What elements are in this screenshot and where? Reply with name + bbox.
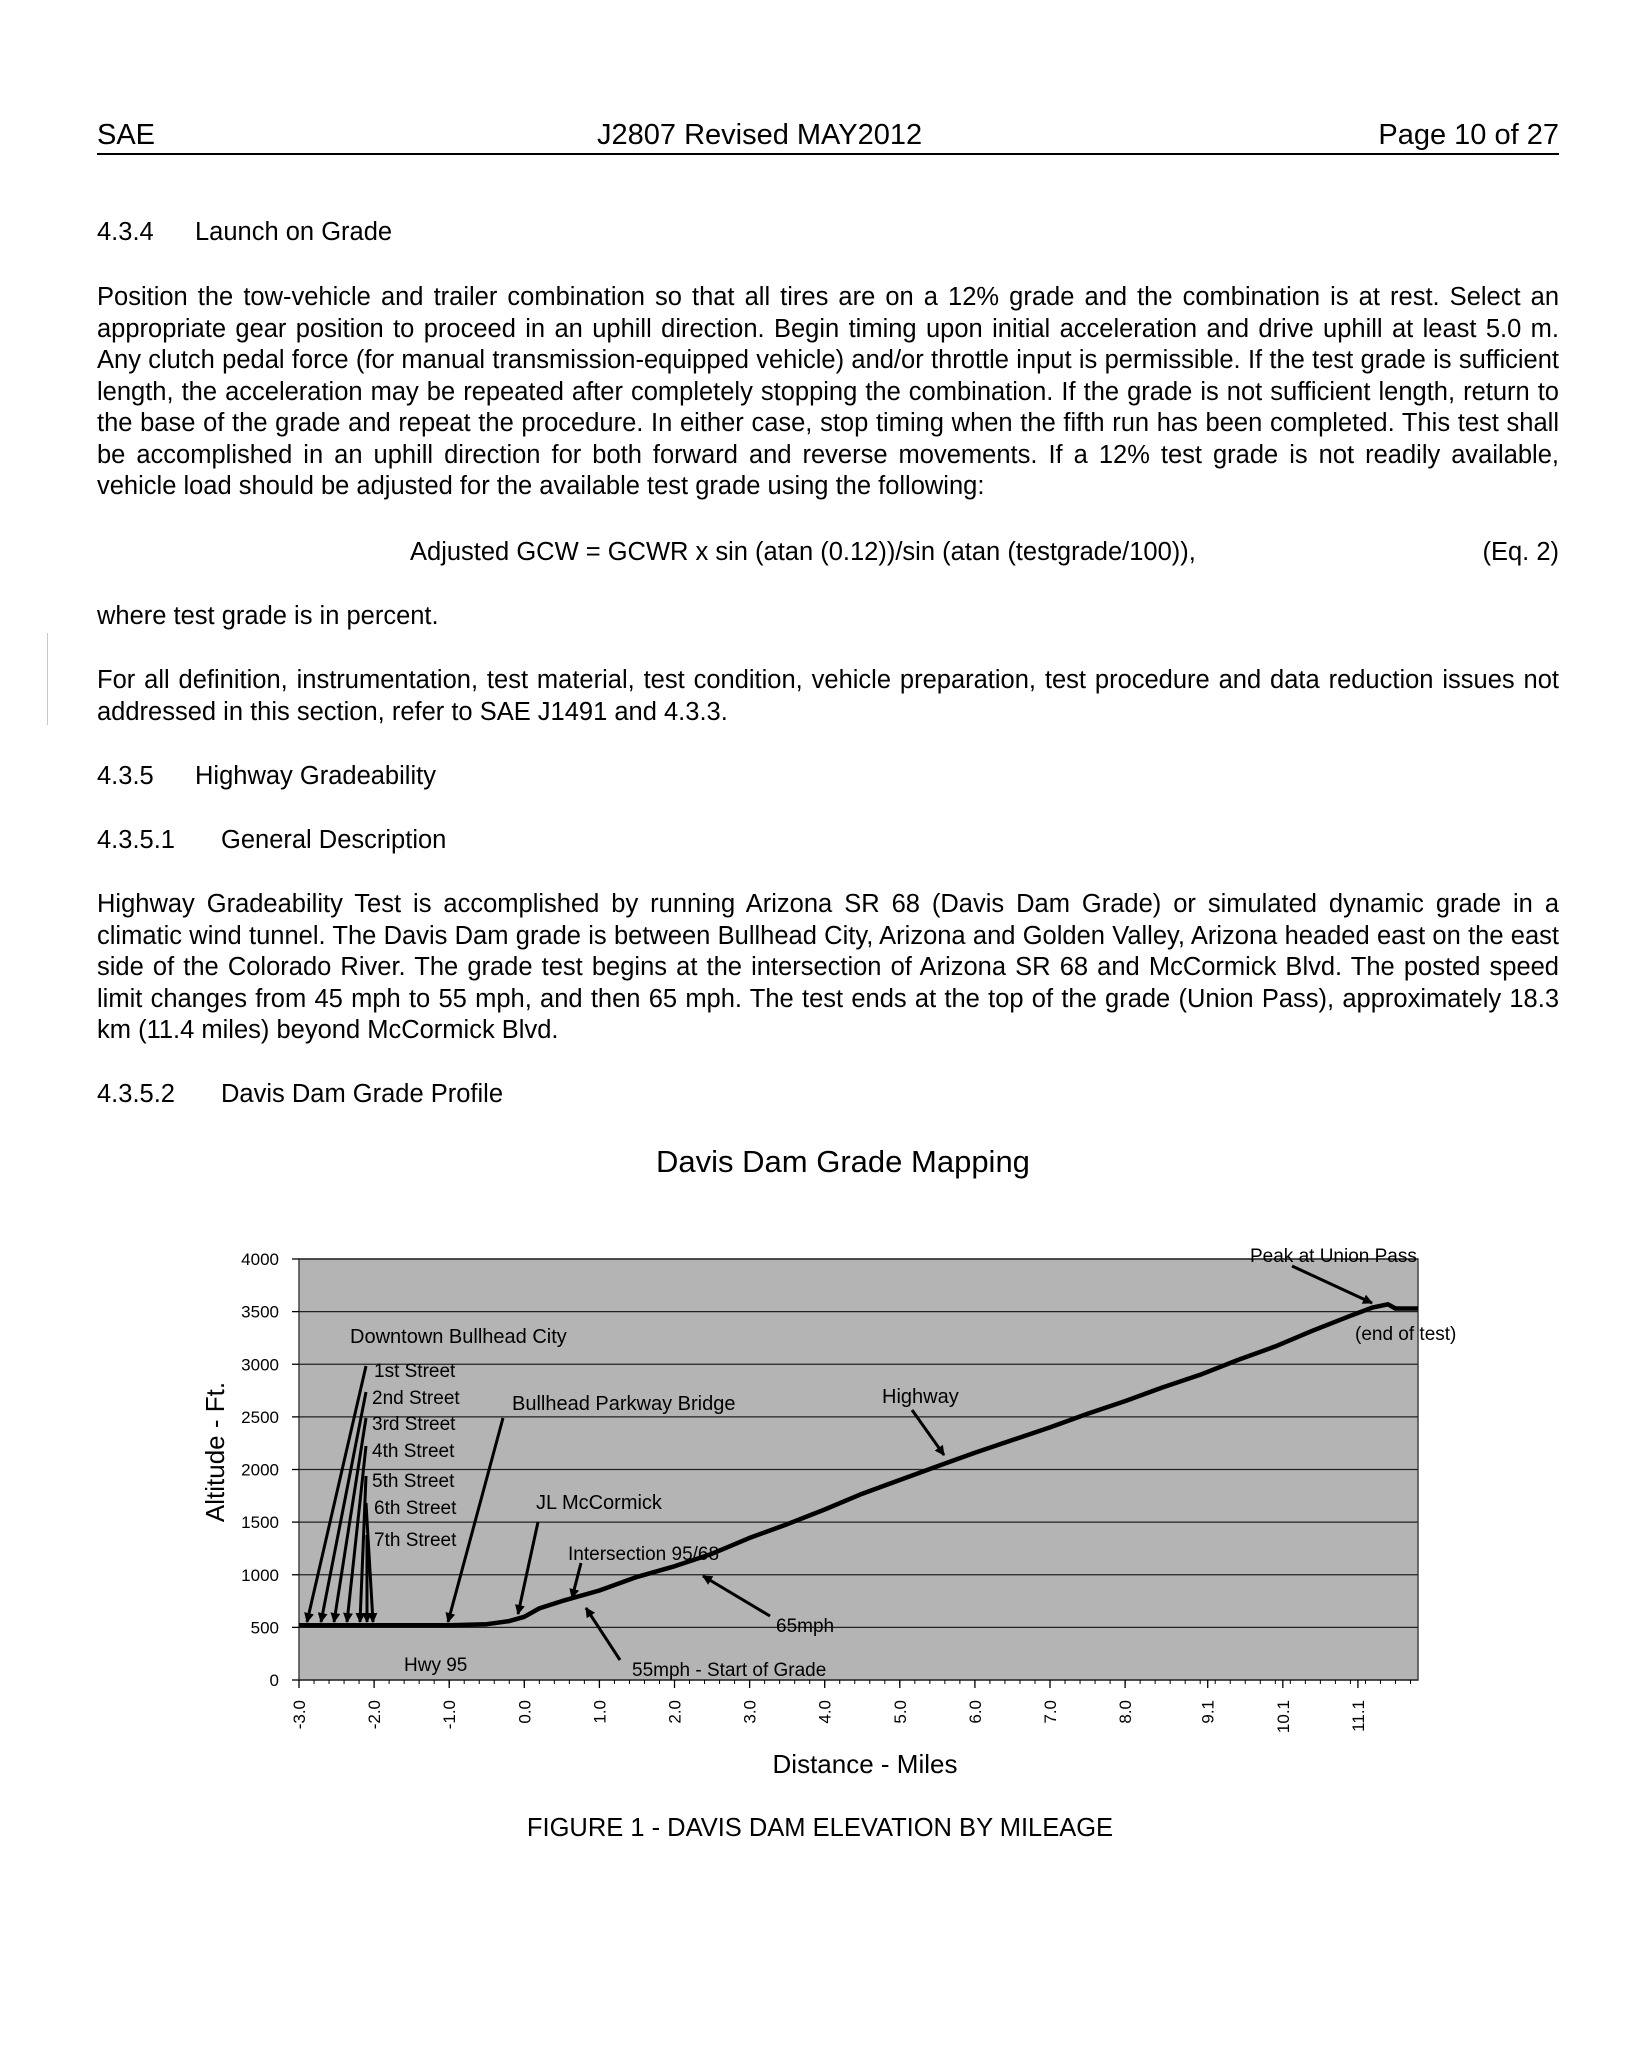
section-number: 4.3.5.1 (97, 826, 175, 854)
annotation-label: Intersection 95/68 (568, 1544, 720, 1565)
x-tick-label: 1.0 (590, 1700, 610, 1724)
section-number: 4.3.5.2 (97, 1080, 175, 1108)
annotation-label: Bullhead Parkway Bridge (512, 1393, 736, 1415)
x-tick-label: 2.0 (665, 1700, 685, 1724)
equation-number: (Eq. 2) (1482, 538, 1559, 566)
section-title: General Description (221, 826, 447, 854)
section-number: 4.3.4 (97, 218, 154, 246)
annotation-label: Highway (882, 1386, 959, 1408)
y-tick-label: 1000 (241, 1565, 279, 1585)
section-title: Highway Gradeability (195, 762, 436, 790)
x-tick-label: 10.1 (1273, 1700, 1293, 1734)
x-axis-label: Distance - Miles (772, 1749, 958, 1779)
annotation-label: 7th Street (374, 1530, 457, 1551)
header-org: SAE (97, 119, 156, 151)
y-tick-label: 500 (250, 1618, 279, 1638)
annotation-label: Peak at Union Pass (1250, 1246, 1417, 1267)
annotation-label: 5th Street (372, 1471, 455, 1492)
paragraph-where: where test grade is in percent. (97, 602, 439, 630)
annotation-label: 1st Street (374, 1361, 456, 1382)
annotation-label: 2nd Street (372, 1388, 460, 1409)
x-tick-label: 11.1 (1348, 1700, 1368, 1732)
annotation-label: 6th Street (374, 1498, 457, 1519)
y-tick-label: 0 (269, 1671, 279, 1690)
figure-caption: FIGURE 1 - DAVIS DAM ELEVATION BY MILEAGE (526, 1814, 1114, 1842)
header-page-number: Page 10 of 27 (1378, 119, 1559, 151)
y-tick-label: 3000 (241, 1355, 279, 1375)
paragraph-refer: For all definition, instrumentation, test material, test condition, vehicle preparation, test procedure and data reduction issues not addressed in this section, refer to SAE J1491 and 4.3.3. (97, 666, 1559, 726)
chart-title: Davis Dam Grade Mapping (656, 1144, 1030, 1179)
annotation-label: 65mph (776, 1616, 835, 1637)
section-number: 4.3.5 (97, 762, 154, 790)
annotation-label: Downtown Bullhead City (350, 1326, 567, 1348)
annotation-label: 4th Street (372, 1441, 455, 1462)
paragraph-launch-on-grade: Position the tow-vehicle and trailer combination so that all tires are on a 12% grade and the combination is at rest. Select an appropriate gear position to proceed in an uphill direction. Begin timing upon initial acceleration and drive uphill at least 5.0 m. Any clutch pedal force (for manual transmission-equipped vehicle) and/or throttle input is permissible. If the test grade is sufficient length, the acceleration may be repeated after completely stopping the combination. If the grade is not sufficient length, return to the base of the grade and repeat the procedure. In either case, stop timing when the fifth run has been completed. This test shall be accomplished in an uphill direction for both forward and reverse movements. If a 12% test grade is not readily available, vehicle load should be adjusted for the available test grade using the following: (97, 283, 1559, 500)
x-tick-label: 8.0 (1116, 1700, 1136, 1724)
section-title: Davis Dam Grade Profile (221, 1080, 504, 1108)
annotation-label: Hwy 95 (404, 1655, 468, 1676)
x-tick-label: -2.0 (365, 1700, 385, 1730)
y-tick-label: 1500 (241, 1513, 279, 1533)
y-axis-ticks (241, 1250, 299, 1690)
x-tick-label: -3.0 (290, 1700, 309, 1730)
x-tick-label: 3.0 (740, 1700, 760, 1724)
annotation-label: 3rd Street (372, 1414, 456, 1435)
y-tick-label: 4000 (241, 1250, 279, 1269)
section-title: Launch on Grade (195, 218, 393, 246)
annotation-label: (end of test) (1355, 1324, 1457, 1345)
x-axis-ticks (290, 1680, 1410, 1733)
x-tick-label: -1.0 (440, 1700, 460, 1730)
x-tick-label: 9.1 (1198, 1700, 1218, 1724)
x-tick-label: 0.0 (515, 1700, 535, 1724)
equation-text: Adjusted GCW = GCWR x sin (atan (0.12))/sin (atan (testgrade/100)), (410, 538, 1196, 566)
y-axis-label: Altitude - Ft. (200, 1381, 230, 1523)
y-tick-label: 3500 (241, 1302, 279, 1322)
annotation-label: JL McCormick (536, 1492, 662, 1514)
x-tick-label: 4.0 (815, 1700, 835, 1724)
x-tick-label: 6.0 (965, 1700, 985, 1724)
paragraph-highway-gradeability: Highway Gradeability Test is accomplished by running Arizona SR 68 (Davis Dam Grade) or simulated dynamic grade in a climatic wind tunnel. The Davis Dam grade is between Bullhead City, Arizona and Golden Valley, Arizona headed east on the east side of the Colorado River. The grade test begins at the intersection of Arizona SR 68 and McCormick Blvd. The posted speed limit changes from 45 mph to 55 mph, and then 65 mph. The test ends at the top of the grade (Union Pass), approximately 18.3 km (11.4 miles) beyond McCormick Blvd. (97, 890, 1559, 1044)
y-tick-label: 2500 (241, 1407, 279, 1427)
x-tick-label: 7.0 (1041, 1700, 1061, 1724)
header-doc-id: J2807 Revised MAY2012 (597, 119, 923, 151)
x-tick-label: 5.0 (890, 1700, 910, 1724)
y-tick-label: 2000 (241, 1460, 279, 1480)
annotation-label: 55mph - Start of Grade (632, 1660, 827, 1681)
